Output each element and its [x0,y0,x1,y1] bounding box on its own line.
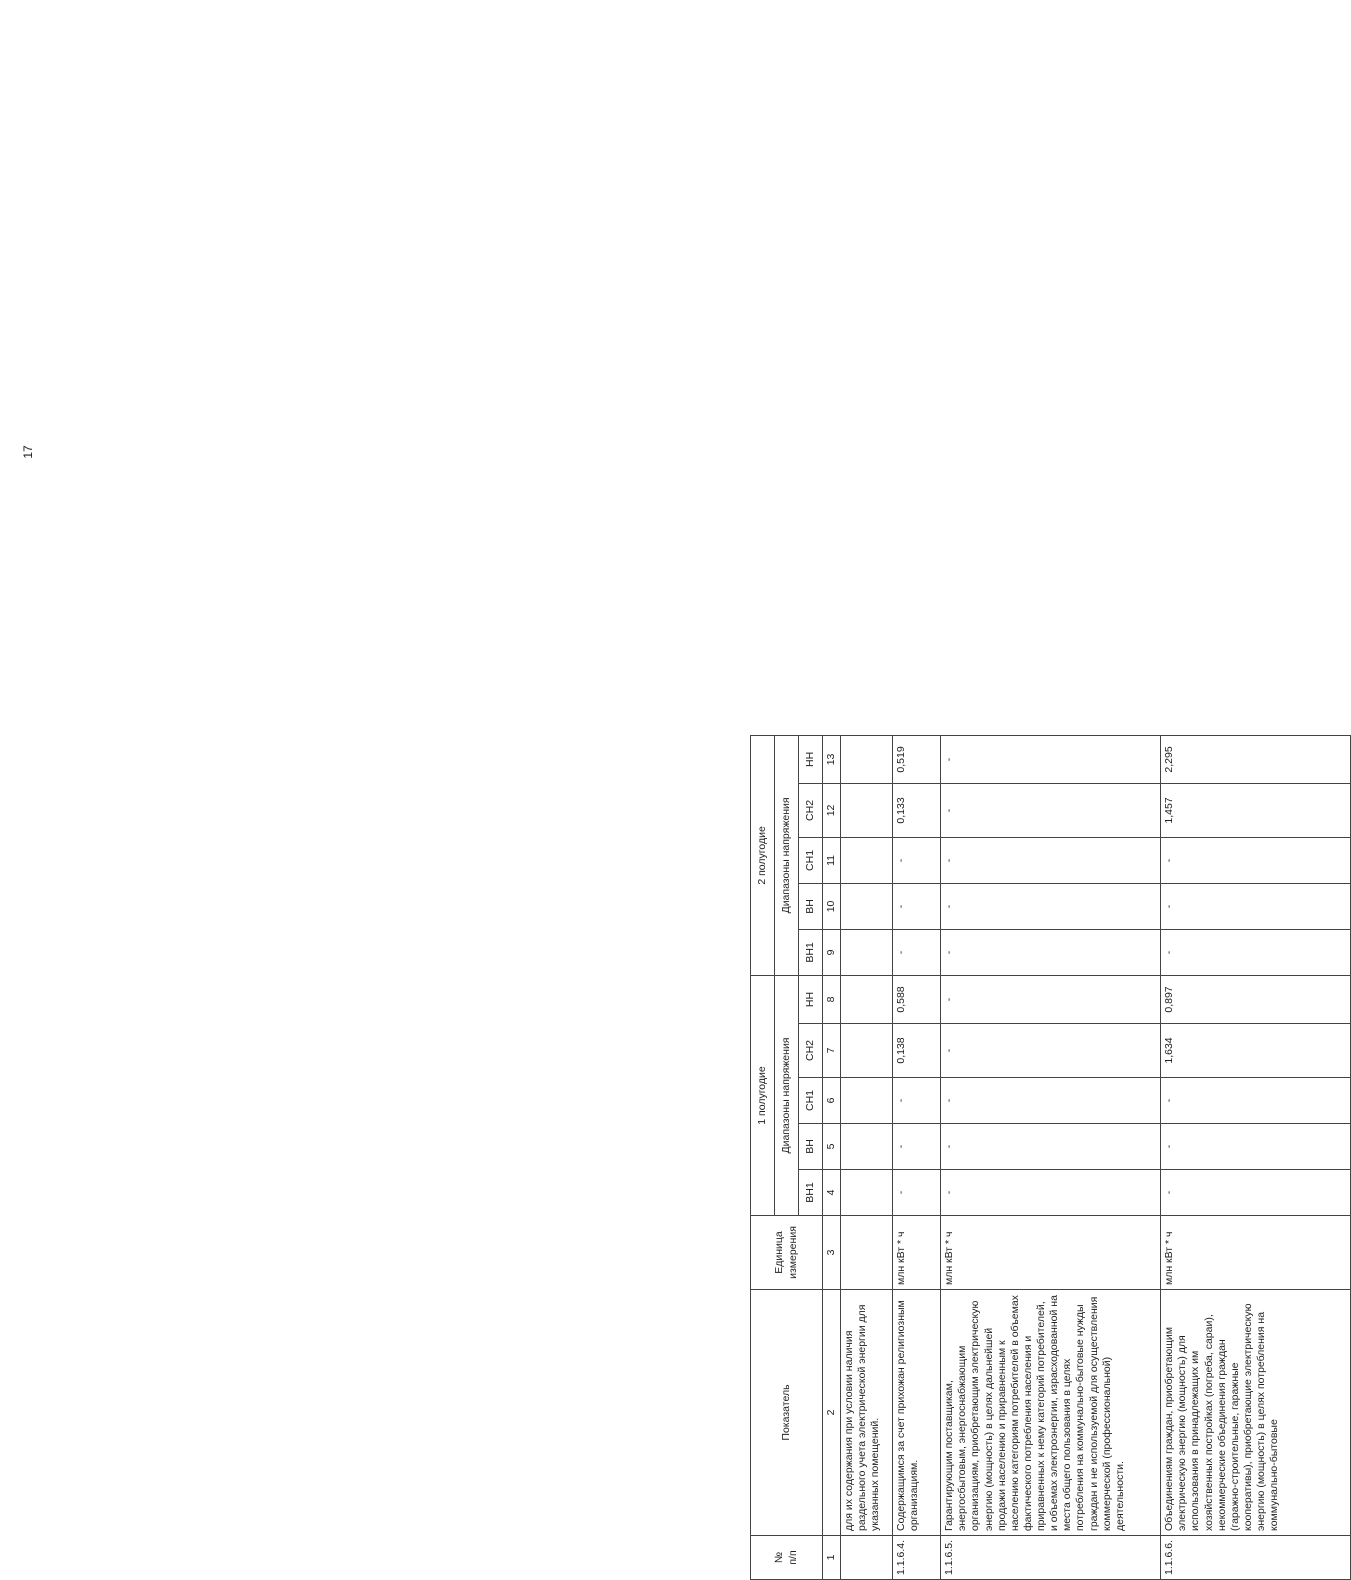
row-indicator: для их содержания при условии наличия раздельного учета электрической энергии для указанных помещений. [841,1290,893,1536]
row-value: 1,457 [1161,783,1351,837]
row-number [841,1536,893,1580]
level-sn2: СН2 [799,783,823,837]
level-vn1: ВН1 [799,929,823,975]
level-nn: НН [799,735,823,783]
row-value [841,783,893,837]
column-number: 4 [823,1170,841,1216]
row-value: - [941,783,1161,837]
row-value: - [893,837,941,883]
column-number: 8 [823,975,841,1023]
row-value: - [1161,837,1351,883]
row-number: 1.1.6.5. [941,1536,1161,1580]
level-vn: ВН [799,1124,823,1170]
level-vn1: ВН1 [799,1170,823,1216]
row-value: - [893,1124,941,1170]
row-value: - [941,1170,1161,1216]
row-value [841,1170,893,1216]
row-value: 0,588 [893,975,941,1023]
table-row [1161,735,1351,1579]
row-value: - [941,735,1161,783]
header-ranges-1: Диапазоны напряжения [775,975,799,1215]
row-unit: млн кВт * ч [1161,1216,1351,1290]
row-number: 1.1.6.4. [893,1536,941,1580]
table-row [941,735,1161,1579]
header-num: № п/п [751,1536,823,1580]
row-value: 2,295 [1161,735,1351,783]
column-number: 12 [823,783,841,837]
row-value: - [941,837,1161,883]
header-half1: 1 полугодие [751,975,775,1215]
row-value: - [941,929,1161,975]
column-number: 13 [823,735,841,783]
row-unit: млн кВт * ч [893,1216,941,1290]
row-value: - [1161,929,1351,975]
level-sn1: СН1 [799,837,823,883]
row-value [841,1078,893,1124]
table-body [841,735,1351,1579]
column-number: 5 [823,1124,841,1170]
row-value [841,929,893,975]
column-number: 1 [823,1536,841,1580]
header-indicator: Показатель [751,1290,823,1536]
rotated-table-container [750,740,1281,1580]
row-value: - [1161,1170,1351,1216]
level-nn: НН [799,975,823,1023]
row-indicator: Содержащимся за счет прихожан религиозным организациям. [893,1290,941,1536]
row-value: - [1161,883,1351,929]
row-value [841,975,893,1023]
row-value [841,1124,893,1170]
column-number: 10 [823,883,841,929]
row-value: - [893,883,941,929]
row-unit [841,1216,893,1290]
row-value: 0,133 [893,783,941,837]
row-value: 0,138 [893,1024,941,1078]
row-indicator: Гарантирующим поставщикам, энергосбытовым, энергоснабжающим организациям, приобретающим электрическую энергию (мощность) в целях дальнейшей продажи населению и приравненным к населению категориям потребителей в объемах фактического потребления населения и приравненных к нему категорий потребителей, и объемах электроэнергии, израсходованной на места общего пользования в целях потребления на коммунально-бытовые нужды граждан и не используемой для осуществления коммерческой (профессиональной) деятельности. [941,1290,1161,1536]
header-half2: 2 полугодие [751,735,775,975]
row-value: 0,519 [893,735,941,783]
row-value: - [1161,1124,1351,1170]
row-indicator: Объединениям граждан, приобретающим электрическую энергию (мощность) для использования в принадлежащих им хозяйственных постройках (погреба, сараи), некоммерческие объединения граждан (гаражно-строительные, гаражные кооперативы), приобретающие электрическую энергию (мощность) в целях потребления на коммунально-бытовые [1161,1290,1351,1536]
header-ranges-2: Диапазоны напряжения [775,735,799,975]
table-row [893,735,941,1579]
row-value: - [941,1024,1161,1078]
row-value: - [941,883,1161,929]
table-row [841,735,893,1579]
row-value: - [893,929,941,975]
row-value: - [941,1078,1161,1124]
column-number: 7 [823,1024,841,1078]
row-value [841,883,893,929]
row-value [841,1024,893,1078]
page-number: 17 [21,445,35,459]
column-number: 6 [823,1078,841,1124]
row-value: - [893,1170,941,1216]
row-unit: млн кВт * ч [941,1216,1161,1290]
column-number: 3 [823,1216,841,1290]
row-value: - [941,975,1161,1023]
column-number: 11 [823,837,841,883]
row-value [841,837,893,883]
column-number: 2 [823,1290,841,1536]
row-value: - [893,1078,941,1124]
column-number: 9 [823,929,841,975]
row-number: 1.1.6.6. [1161,1536,1351,1580]
header-unit: Единица измерения [751,1216,823,1290]
level-sn1: СН1 [799,1078,823,1124]
row-value: - [941,1124,1161,1170]
row-value: - [1161,1078,1351,1124]
level-sn2: СН2 [799,1024,823,1078]
row-value: 0,897 [1161,975,1351,1023]
consumption-table [750,735,1351,1580]
row-value [841,735,893,783]
row-value: 1,634 [1161,1024,1351,1078]
level-vn: ВН [799,883,823,929]
